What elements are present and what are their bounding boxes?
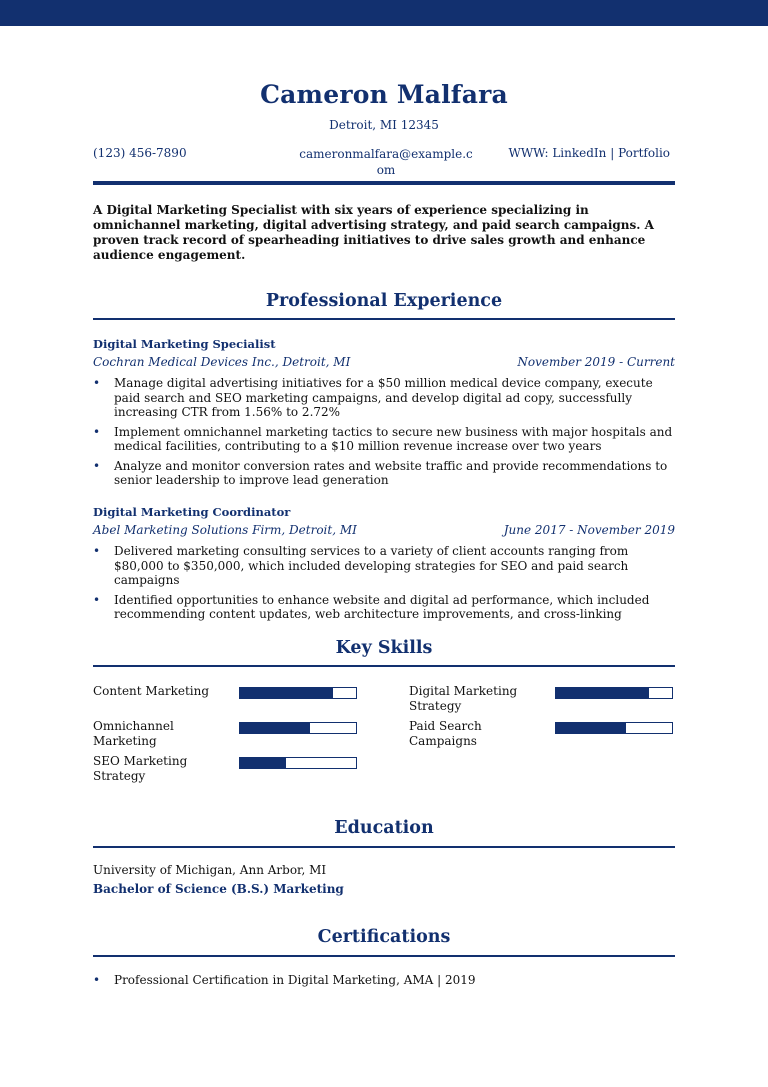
header-divider — [93, 181, 675, 185]
bullet-icon: • — [93, 376, 101, 390]
section-title-skills: Key Skills — [335, 638, 433, 658]
certification-list — [93, 973, 675, 993]
bullet-text: Manage digital advertising initiatives for a $50 million medical device company, execute paid search and SEO marketing campaigns, and develop digital ad copy, successfully increasing CTR from 1.56% to 2.72% — [114, 376, 653, 419]
list-item — [93, 425, 675, 454]
candidate-name: Cameron Malfara — [260, 80, 508, 109]
job-company: Abel Marketing Solutions Firm, Detroit, MI — [93, 523, 357, 537]
job-title: Digital Marketing Coordinator — [93, 505, 291, 519]
skill-level-fill — [240, 723, 310, 733]
skill-level-bar — [555, 722, 673, 734]
education-degree: Bachelor of Science (B.S.) Marketing — [93, 882, 344, 896]
section-title-experience: Professional Experience — [265, 291, 503, 311]
job-bullets — [93, 544, 675, 627]
bullet-icon: • — [93, 973, 101, 987]
skill-label: SEO Marketing Strategy — [93, 754, 188, 783]
job-dates: June 2017 - November 2019 — [503, 523, 675, 537]
bullet-text: Implement omnichannel marketing tactics to secure new business with major hospitals and medical facilities, contributing to a $10 million revenue increase over two years — [114, 424, 673, 453]
skill-item — [409, 684, 679, 718]
skill-level-fill — [240, 688, 333, 698]
list-item — [93, 973, 675, 988]
bullet-icon: • — [93, 592, 101, 607]
skill-level-fill — [556, 723, 626, 733]
skill-label: Paid Search Campaigns — [409, 719, 482, 748]
list-item — [93, 459, 675, 488]
skill-item — [93, 684, 363, 718]
skill-label: Digital Marketing Strategy — [409, 684, 518, 713]
list-item — [93, 376, 675, 420]
skill-level-bar — [239, 722, 357, 734]
contact-row — [93, 146, 675, 180]
skill-level-fill — [240, 758, 286, 768]
job-bullets — [93, 376, 675, 493]
address: Detroit, MI 12345 — [329, 118, 439, 132]
bullet-text: Identified opportunities to enhance website and digital ad performance, which included recommending content updates, web architecture improvements, and cross-linking — [114, 592, 650, 621]
list-item — [93, 544, 675, 588]
job-dates: November 2019 - Current — [517, 355, 675, 369]
bullet-text: Delivered marketing consulting services to a variety of client accounts ranging from $80,000 to $350,000, which included developing strategies for SEO and paid search campaigns — [114, 544, 629, 587]
skill-level-fill — [556, 688, 649, 698]
web-links[interactable]: WWW: LinkedIn | Portfolio — [508, 146, 670, 160]
list-item — [93, 593, 675, 622]
section-title-education: Education — [334, 818, 434, 838]
skill-item — [93, 719, 363, 753]
section-divider — [93, 955, 675, 957]
section-divider — [93, 318, 675, 320]
section-divider — [93, 665, 675, 667]
skill-item — [93, 754, 363, 788]
phone: (123) 456-7890 — [93, 146, 187, 160]
skill-item — [409, 719, 679, 753]
bullet-text: Analyze and monitor conversion rates and website traffic and provide recommendations to senior leadership to improve lead generation — [114, 458, 668, 487]
top-accent-bar — [0, 0, 768, 26]
skill-level-bar — [555, 687, 673, 699]
summary: A Digital Marketing Specialist with six years of experience specializing in omnichannel marketing, digital advertising strategy, and paid search campaigns. A proven track record of spearheading initiatives to drive sales growth and enhance audience engagement. — [93, 203, 654, 262]
skill-level-bar — [239, 687, 357, 699]
bullet-icon: • — [93, 424, 101, 439]
skill-label: Content Marketing — [93, 684, 210, 698]
email-link[interactable]: cameronmalfara@example.com — [299, 147, 473, 177]
bullet-icon: • — [93, 544, 101, 558]
job-title: Digital Marketing Specialist — [93, 337, 276, 351]
skill-label: Omnichannel Marketing — [93, 719, 174, 748]
bullet-icon: • — [93, 458, 101, 473]
certification-text: Professional Certification in Digital Marketing, AMA | 2019 — [114, 973, 476, 987]
job-company: Cochran Medical Devices Inc., Detroit, MI — [93, 355, 351, 369]
section-title-certifications: Certifications — [317, 927, 451, 947]
section-divider — [93, 846, 675, 848]
education-school: University of Michigan, Ann Arbor, MI — [93, 863, 327, 877]
skill-level-bar — [239, 757, 357, 769]
